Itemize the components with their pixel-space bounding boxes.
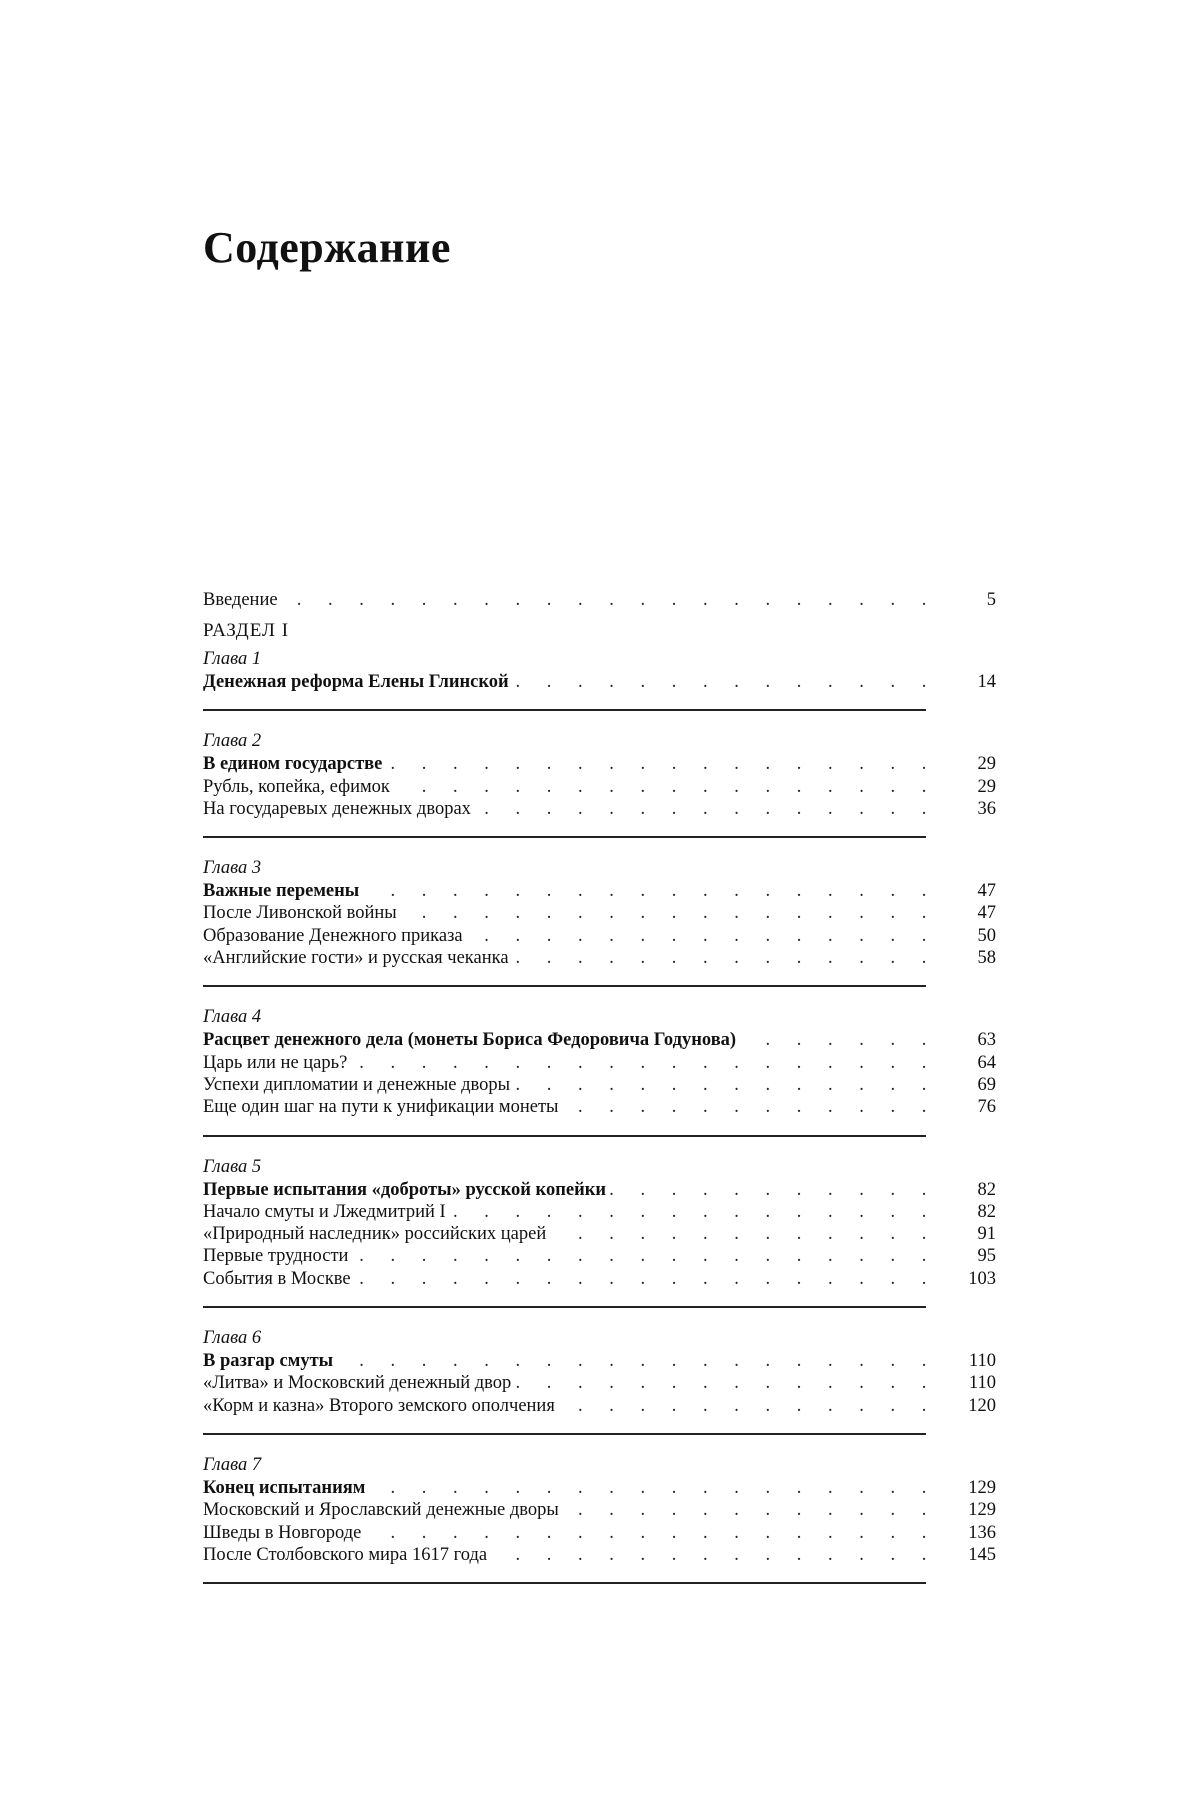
toc-entry-title: Введение [203, 585, 282, 615]
toc-entry-title: Важные перемены [203, 880, 363, 902]
chapter-label [203, 1453, 996, 1477]
toc-entry-page: 129 [968, 1499, 996, 1521]
toc-entry-page: 129 [968, 1477, 996, 1499]
toc-entry[interactable] [203, 947, 996, 969]
leader-dots: . . . . . . . . . . . . . . . . . [203, 753, 930, 775]
toc-entry-page: 58 [978, 947, 997, 969]
leader-dots: . . . . . . . . . . . . . . . [203, 1201, 930, 1223]
toc-entry-title: Московский и Ярославский денежные дворы [203, 1499, 563, 1521]
toc-entry[interactable] [203, 776, 996, 798]
toc-entry[interactable] [203, 1201, 996, 1223]
toc-entry[interactable] [203, 1245, 996, 1267]
chapter-label [203, 856, 996, 880]
toc-entry-page: 110 [969, 1372, 996, 1394]
toc-entry[interactable] [203, 925, 996, 947]
toc-entry[interactable] [203, 1372, 996, 1394]
toc-entry-title: Денежная реформа Елены Глинской [203, 671, 513, 693]
toc-entry-title: Расцвет денежного дела (монеты Бориса Федоровича Годунова) [203, 1029, 740, 1051]
toc-entry[interactable] [203, 1179, 996, 1201]
leader-dots: . . . . . . . . . . . [203, 1499, 930, 1521]
toc-entry[interactable] [203, 1499, 996, 1521]
chapter-label-text: Глава 6 [203, 1326, 265, 1350]
chapter-label [203, 1155, 996, 1179]
toc-entry-page: 91 [978, 1223, 997, 1245]
toc-entry-page: 136 [968, 1522, 996, 1544]
leader-dots: . . . . . . . . . . . . . . . . . . [203, 1268, 930, 1290]
leader-dots: . . . . . . . . . . . . . [203, 1372, 930, 1394]
chapter-label [203, 1005, 996, 1029]
toc-entry-page: 64 [978, 1052, 997, 1074]
chapter-block [203, 1326, 996, 1435]
section-label: РАЗДЕЛ I [203, 615, 293, 647]
toc-entry-title: Успехи дипломатии и денежные дворы [203, 1074, 514, 1096]
chapter-label-text: Глава 3 [203, 856, 265, 880]
leader-dots: . . . . . . . . . . . . . [203, 1074, 930, 1096]
toc-entry-page: 95 [978, 1245, 997, 1267]
chapter-label [203, 1326, 996, 1350]
toc-entry-title: События в Москве [203, 1268, 355, 1290]
leader-dots: . . . . . . . . . . . . . . . . . . [203, 1522, 930, 1544]
toc-entry[interactable] [203, 1223, 996, 1245]
toc-entry-title: «Английские гости» и русская чеканка [203, 947, 513, 969]
toc-entry[interactable] [203, 798, 996, 820]
toc-entry-page: 120 [968, 1395, 996, 1417]
toc-entry[interactable] [203, 1395, 996, 1417]
leader-dots: . . . . . . . . . . . [203, 1096, 930, 1118]
leader-dots: . . . . . . . . . . . . . [203, 671, 930, 693]
leader-dots: . . . . . . . . . . . . . . [203, 1544, 930, 1566]
chapter-label [203, 647, 996, 671]
leader-dots: . . . . . . . . . . . . . . . . . . . . [203, 585, 930, 615]
leader-dots: . . . . . . . . . . . . . . . . . . [203, 1052, 930, 1074]
toc-entry-title: Конец испытаниям [203, 1477, 369, 1499]
chapter-divider [203, 836, 926, 838]
toc-entry-page: 82 [978, 1179, 997, 1201]
toc-entry-title: Шведы в Новгороде [203, 1522, 365, 1544]
toc-entry-page: 14 [978, 671, 997, 693]
chapter-block [203, 647, 996, 711]
toc-entry[interactable] [203, 880, 996, 902]
leader-dots: . . . . . . . . . . . [203, 1395, 930, 1417]
leader-dots: . . . . . . . . . . . . . . [203, 925, 930, 947]
toc-entry[interactable] [203, 1544, 996, 1566]
chapter-label-text: Глава 5 [203, 1155, 265, 1179]
toc-entry-page: 29 [978, 753, 997, 775]
toc-entry-title: Первые трудности [203, 1245, 352, 1267]
chapter-block [203, 729, 996, 838]
toc-entry-title: «Природный наследник» российских царей [203, 1223, 550, 1245]
toc-entry-title: «Литва» и Московский денежный двор [203, 1372, 515, 1394]
leader-dots: . . . . . . . . . . . . . . . . . . [203, 880, 930, 902]
toc-entry-title: После Ливонской войны [203, 902, 401, 924]
toc-entry-page: 69 [978, 1074, 997, 1096]
chapter-block [203, 1453, 996, 1584]
toc-entry-title: В разгар смуты [203, 1350, 337, 1372]
toc-entry[interactable] [203, 1522, 996, 1544]
leader-dots: . . . . . . . . . . . . [203, 1223, 930, 1245]
chapter-divider [203, 1306, 926, 1308]
toc-entry[interactable] [203, 1268, 996, 1290]
toc-entry[interactable] [203, 671, 996, 693]
toc-entry-title: Царь или не царь? [203, 1052, 351, 1074]
chapter-label-text: Глава 2 [203, 729, 265, 753]
toc-entry-page: 82 [978, 1201, 997, 1223]
toc-entry-page: 50 [978, 925, 997, 947]
toc-entry-title: Начало смуты и Лжедмитрий I [203, 1201, 450, 1223]
toc-entry-page: 29 [978, 776, 997, 798]
leader-dots: . . . . . . . . . . . . . [203, 947, 930, 969]
chapter-block [203, 856, 996, 987]
toc-entry-title: Еще один шаг на пути к унификации монеты [203, 1096, 562, 1118]
chapter-divider [203, 1582, 926, 1584]
toc-entry-title: В едином государстве [203, 753, 386, 775]
chapter-block [203, 1155, 996, 1308]
toc-entry[interactable] [203, 1074, 996, 1096]
toc-entry-page: 110 [969, 1350, 996, 1372]
toc-entry-intro[interactable] [203, 585, 996, 615]
toc-entry[interactable] [203, 753, 996, 775]
toc-entry-title: После Столбовского мира 1617 года [203, 1544, 491, 1566]
toc-entry-title: Первые испытания «доброты» русской копейки [203, 1179, 610, 1201]
toc-entry-page: 145 [968, 1544, 996, 1566]
chapter-label-text: Глава 7 [203, 1453, 265, 1477]
chapter-list [203, 647, 996, 1584]
chapter-divider [203, 985, 926, 987]
chapter-divider [203, 709, 926, 711]
leader-dots: . . . . . . . . . . . . . . . . . . [203, 1245, 930, 1267]
toc-entry[interactable] [203, 1477, 996, 1499]
table-of-contents [203, 585, 996, 1602]
chapter-label-text: Глава 4 [203, 1005, 265, 1029]
toc-entry-title: Образование Денежного приказа [203, 925, 467, 947]
toc-entry[interactable] [203, 1350, 996, 1372]
toc-entry[interactable] [203, 1029, 996, 1051]
toc-entry-title: «Корм и казна» Второго земского ополчения [203, 1395, 559, 1417]
chapter-divider [203, 1433, 926, 1435]
toc-entry-title: Рубль, копейка, ефимок [203, 776, 394, 798]
toc-entry[interactable] [203, 1052, 996, 1074]
toc-entry-page: 36 [978, 798, 997, 820]
toc-entry-title: На государевых денежных дворах [203, 798, 475, 820]
toc-entry[interactable] [203, 1096, 996, 1118]
chapter-label [203, 729, 996, 753]
page-title: Содержание [203, 222, 451, 273]
leader-dots: . . . . . . . . . . . . . . . . . [203, 1477, 930, 1499]
leader-dots: . . . . . . . . . . . . . . [203, 798, 930, 820]
toc-entry-page: 63 [978, 1029, 997, 1051]
toc-entry-page: 47 [978, 880, 997, 902]
toc-entry-page: 103 [968, 1268, 996, 1290]
leader-dots: . . . . . . . . . . . . . . . . [203, 902, 930, 924]
section-heading [203, 615, 996, 647]
chapter-label-text: Глава 1 [203, 647, 265, 671]
chapter-divider [203, 1135, 926, 1137]
toc-entry[interactable] [203, 902, 996, 924]
leader-dots: . . . . . . . . . . . . . . . . . . [203, 1350, 930, 1372]
toc-entry-page: 76 [978, 1096, 997, 1118]
toc-entry-page: 47 [978, 902, 997, 924]
toc-entry-page: 5 [987, 585, 996, 615]
chapter-block [203, 1005, 996, 1136]
leader-dots: . . . . . . . . . . . . . . . . . [203, 776, 930, 798]
